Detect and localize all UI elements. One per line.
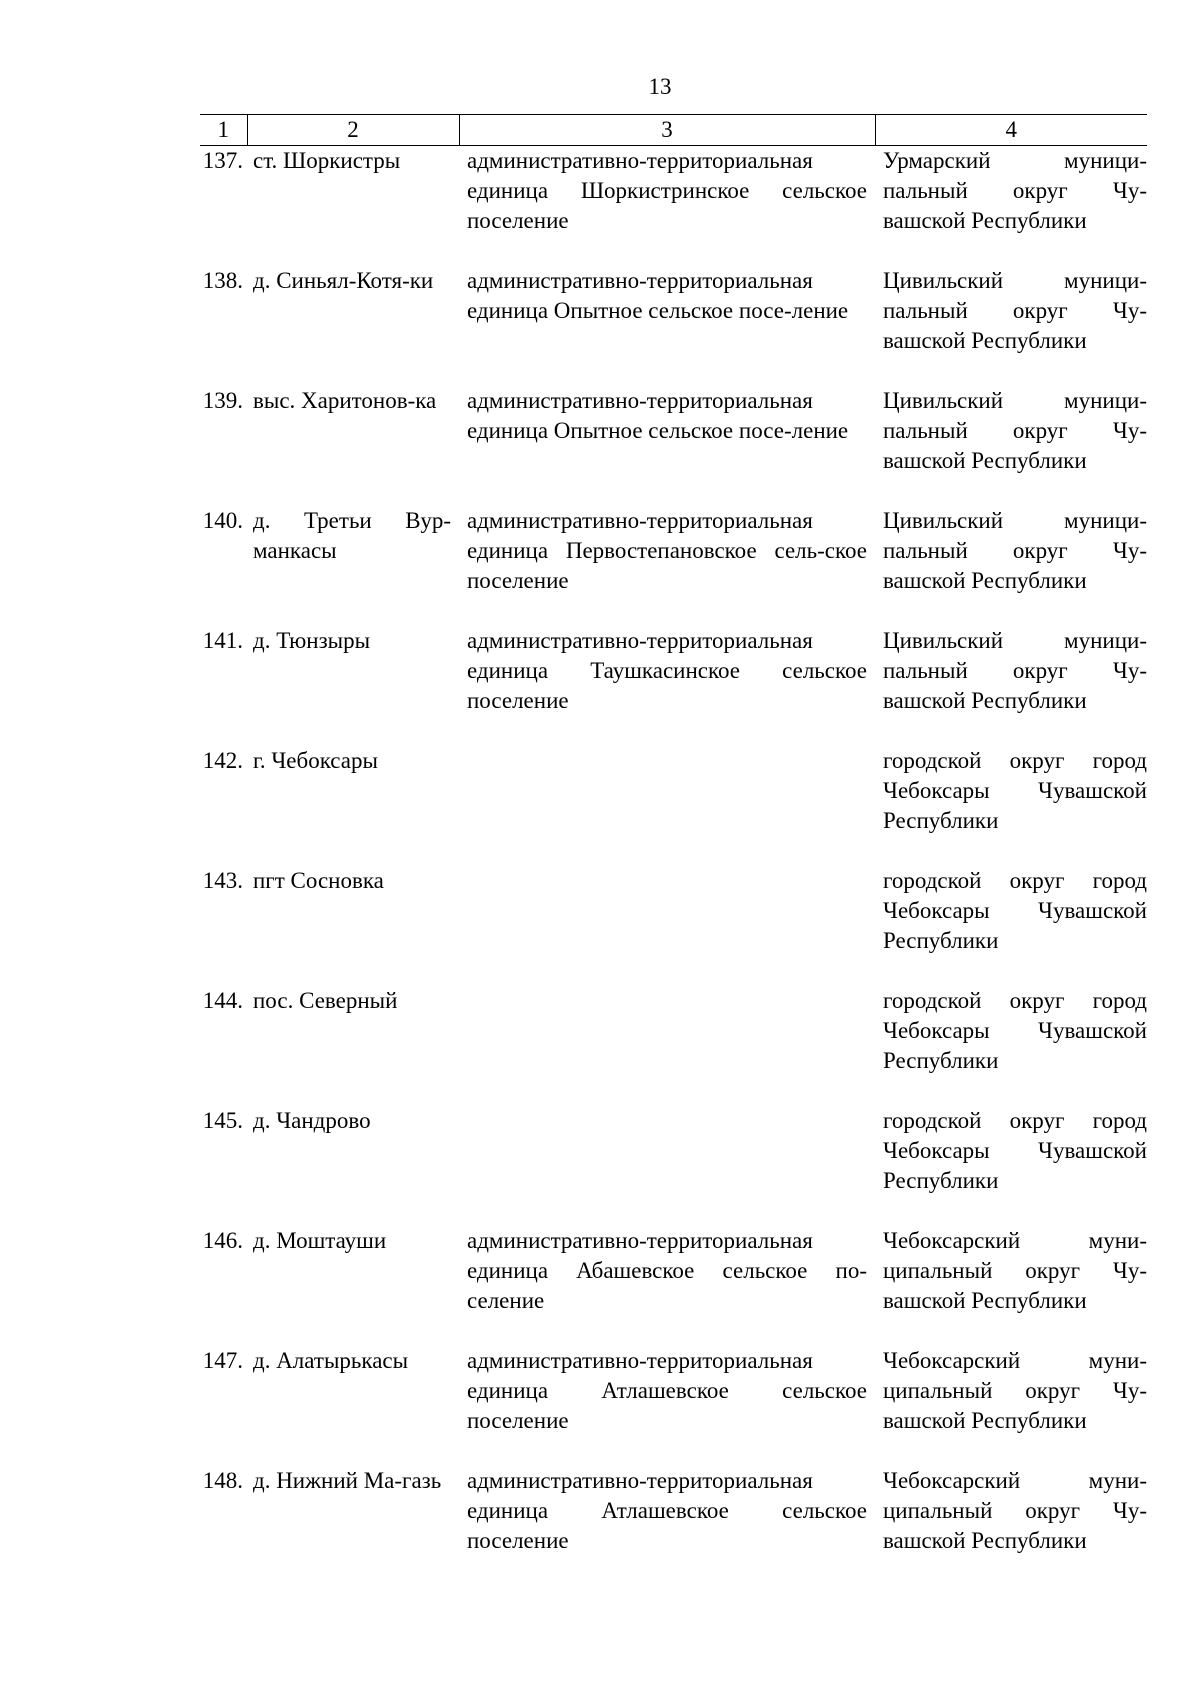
municipal-district: городской округ город Чебоксары Чувашской Республики: [883, 868, 1147, 953]
table-row: [200, 506, 1147, 626]
settlement-name: д. Алатырькасы: [253, 1348, 409, 1373]
territorial-unit: административно-территориальная единица Таушкасинское сельское поселение: [467, 628, 867, 713]
table-row: [200, 1466, 1147, 1586]
territorial-unit: административно-территориальная единица Атлашевское сельское поселение: [467, 1348, 867, 1433]
settlement-name: д. Нижний Ма-газь: [253, 1468, 442, 1493]
settlement-name: д. Моштауши: [253, 1228, 387, 1253]
settlement-name: д. Третьи Вур-манкасы: [253, 508, 451, 563]
row-number: 143.: [202, 868, 243, 893]
table-row: [200, 1346, 1147, 1466]
municipal-district: Цивильский муници-пальный округ Чу-вашской Республики: [883, 388, 1147, 473]
settlement-name: д. Чандрово: [253, 1108, 371, 1133]
page-number: 13: [648, 74, 672, 99]
territorial-unit: [459, 986, 875, 1106]
table-row: [200, 986, 1147, 1106]
territorial-unit: [459, 746, 875, 866]
row-number: 139.: [202, 388, 243, 413]
header-col-3: 3: [459, 115, 875, 146]
municipal-district: Цивильский муници-пальный округ Чу-вашской Республики: [883, 268, 1147, 353]
settlement-name: выс. Харитонов-ка: [253, 388, 437, 413]
table-row: [200, 146, 1147, 267]
table-body: [200, 146, 1147, 1587]
municipal-district: Цивильский муници-пальный округ Чу-вашской Республики: [883, 508, 1147, 593]
municipal-district: городской округ город Чебоксары Чувашской Республики: [883, 988, 1147, 1073]
row-number: 144.: [202, 988, 243, 1013]
table-row: [200, 746, 1147, 866]
settlement-name: пгт Сосновка: [253, 868, 384, 893]
row-number: 146.: [202, 1228, 243, 1253]
row-number: 140.: [202, 508, 243, 533]
table-row: [200, 1106, 1147, 1226]
header-col-4: 4: [875, 115, 1147, 146]
settlement-name: д. Тюнзыры: [253, 628, 371, 653]
row-number: 148.: [202, 1468, 243, 1493]
territorial-unit: [459, 1106, 875, 1226]
row-number: 141.: [202, 628, 243, 653]
header-col-1: 1: [200, 115, 247, 146]
municipal-district: городской округ город Чебоксары Чувашской Республики: [883, 748, 1147, 833]
table-row: [200, 386, 1147, 506]
territorial-unit: административно-территориальная единица Опытное сельское посе-ление: [467, 268, 849, 323]
territorial-unit: [459, 866, 875, 986]
row-number: 147.: [202, 1348, 243, 1373]
territorial-unit: административно-территориальная единица Первостепановское сель-ское поселение: [467, 508, 867, 593]
settlement-name: пос. Северный: [253, 988, 398, 1013]
table-row: [200, 626, 1147, 746]
municipal-district: городской округ город Чебоксары Чувашской Республики: [883, 1108, 1147, 1193]
territorial-unit: административно-территориальная единица Опытное сельское посе-ление: [467, 388, 849, 443]
municipal-district: Чебоксарский муни-ципальный округ Чу-вашской Республики: [883, 1348, 1147, 1433]
territorial-unit: административно-территориальная единица Абашевское сельское по-селение: [467, 1228, 867, 1313]
row-number: 138.: [202, 268, 243, 293]
table-row: [200, 866, 1147, 986]
header-col-2: 2: [247, 115, 459, 146]
settlement-name: д. Синьял-Котя-ки: [253, 268, 434, 293]
row-number: 137.: [202, 148, 243, 173]
territorial-unit: административно-территориальная единица Атлашевское сельское поселение: [467, 1468, 867, 1553]
municipal-district: Урмарский муници-пальный округ Чу-вашской Республики: [883, 148, 1147, 233]
row-number: 142.: [202, 748, 243, 773]
municipal-district: Цивильский муници-пальный округ Чу-вашской Республики: [883, 628, 1147, 713]
table-row: [200, 1226, 1147, 1346]
municipal-district: Чебоксарский муни-ципальный округ Чу-вашской Республики: [883, 1228, 1147, 1313]
row-number: 145.: [202, 1108, 243, 1133]
table-header: [200, 115, 1147, 146]
municipal-district: Чебоксарский муни-ципальный округ Чу-вашской Республики: [883, 1468, 1147, 1553]
table-row: [200, 266, 1147, 386]
settlement-name: г. Чебоксары: [253, 748, 378, 773]
settlement-name: ст. Шоркистры: [253, 148, 401, 173]
settlements-table: [200, 114, 1147, 1586]
territorial-unit: административно-территориальная единица Шоркистринское сельское поселение: [467, 148, 867, 233]
header-row: [200, 115, 1147, 146]
